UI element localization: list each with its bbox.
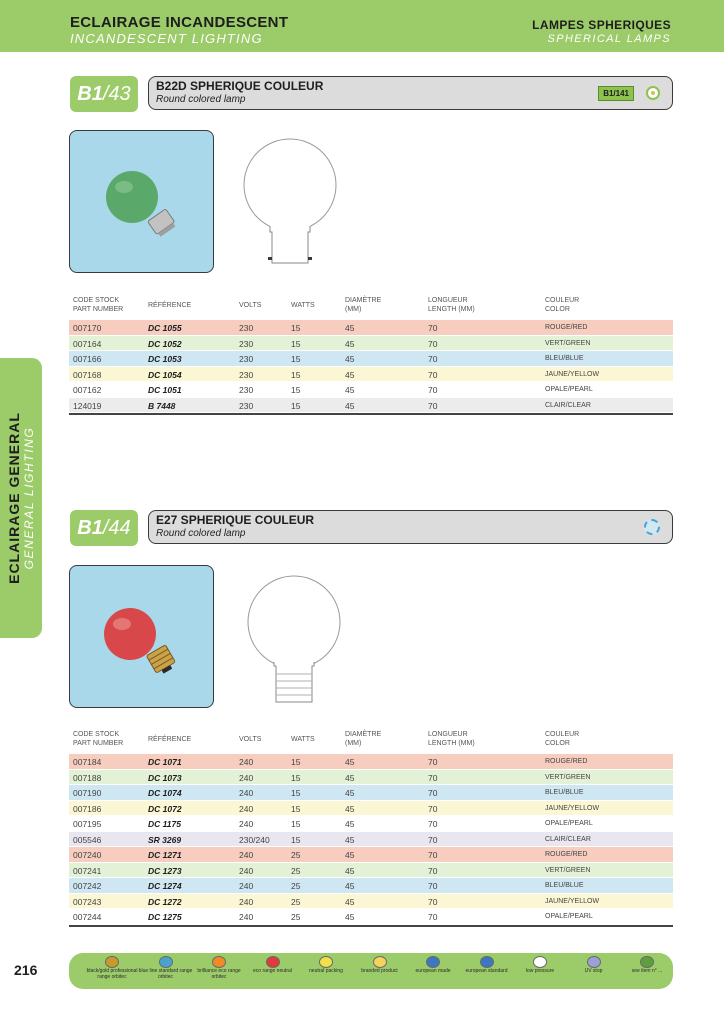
col-color: COULEUR (545, 731, 580, 738)
cell-volts: 240 (239, 881, 254, 891)
bulb-outline-drawing (238, 130, 348, 275)
blue-star-icon (159, 956, 173, 968)
cell-color: OPALE/PEARL (545, 913, 593, 920)
cell-length: 70 (428, 400, 438, 411)
cell-volts: 230 (239, 369, 254, 380)
table-row (69, 894, 673, 910)
see-item-icon (640, 956, 654, 968)
cell-length: 70 (428, 896, 438, 907)
table-row (69, 770, 673, 786)
cell-part-number: 005546 (73, 834, 102, 845)
cell-reference: DC 1072 (148, 803, 182, 814)
col-part-number: PART NUMBER (73, 306, 124, 313)
col-diameter: DIAMÈTRE (345, 731, 382, 738)
section-badge (70, 76, 138, 112)
col-part-number: PART NUMBER (73, 740, 124, 747)
cell-length: 70 (428, 834, 438, 845)
cell-reference: B 7448 (148, 400, 176, 411)
cell-part-number: 007243 (73, 896, 102, 907)
cell-watts: 25 (291, 912, 301, 922)
cell-watts: 15 (291, 757, 301, 767)
header-left-subtitle: INCANDESCENT LIGHTING (70, 31, 263, 46)
spec-table-2 (69, 726, 673, 927)
cell-watts: 15 (291, 400, 301, 411)
col-diameter-unit: (MM) (345, 740, 362, 747)
side-tab-title: ECLAIRAGE GENERAL (6, 412, 22, 584)
cell-diameter: 45 (345, 788, 355, 798)
legend-item (244, 956, 302, 975)
section-subtitle: Round colored lamp (156, 94, 246, 105)
cell-length: 70 (428, 369, 438, 380)
table-row (69, 336, 673, 352)
header-right-title: LAMPES SPHERIQUES (532, 18, 671, 32)
cell-volts: 240 (239, 896, 254, 907)
table-header (69, 292, 673, 320)
orange-sun-icon (212, 956, 226, 968)
red-bulb-icon (70, 566, 214, 708)
col-diameter-unit: (MM) (345, 306, 362, 313)
cell-volts: 230/240 (239, 834, 270, 845)
cell-part-number: 124019 (73, 400, 102, 411)
cell-reference: DC 1273 (148, 865, 182, 876)
cell-color: JAUNE/YELLOW (545, 370, 600, 378)
cell-diameter: 45 (345, 881, 355, 891)
table-row (69, 816, 673, 832)
cell-color: OPALE/PEARL (545, 820, 593, 827)
gold-medal-icon (105, 956, 119, 968)
cell-diameter: 45 (345, 819, 355, 829)
cell-length: 70 (428, 788, 438, 798)
cell-diameter: 45 (345, 323, 355, 333)
cell-color: VERT/GREEN (545, 339, 591, 347)
table-row (69, 878, 673, 894)
header-left-title: ECLAIRAGE INCANDESCENT (70, 14, 289, 31)
legend-label: eco range neutral (253, 968, 292, 974)
legend-label: low pressure (525, 968, 555, 974)
cell-reference: DC 1074 (148, 788, 182, 798)
legend-item (458, 956, 516, 975)
section-badge-prefix: B1 (77, 82, 103, 105)
table-row (69, 832, 673, 848)
cell-length: 70 (428, 819, 438, 829)
cell-volts: 240 (239, 803, 254, 814)
section-subtitle: Round colored lamp (156, 528, 246, 539)
cell-diameter: 45 (345, 757, 355, 767)
col-code: CODE STOCK (73, 297, 120, 304)
cell-volts: 240 (239, 819, 254, 829)
cell-length: 70 (428, 881, 438, 891)
cell-diameter: 45 (345, 850, 355, 860)
cell-volts: 230 (239, 323, 254, 333)
header-right-subtitle: SPHERICAL LAMPS (547, 33, 671, 45)
cell-color: ROUGE/RED (545, 324, 588, 331)
col-volts: VOLTS (239, 302, 262, 309)
section-badge-prefix: B1 (77, 516, 103, 539)
cell-volts: 240 (239, 912, 254, 922)
cell-watts: 15 (291, 819, 301, 829)
col-color: COULEUR (545, 297, 580, 304)
table-row (69, 320, 673, 336)
page-number: 216 (14, 962, 38, 978)
cell-watts: 15 (291, 772, 301, 783)
section-badge-number: /43 (102, 82, 131, 105)
section-title: B22D SPHERIQUE COULEUR (156, 79, 324, 93)
page-header (0, 0, 724, 52)
legend-label: european made (415, 968, 451, 974)
neutral-pack-icon (319, 956, 333, 968)
table-row (69, 909, 673, 925)
cell-diameter: 45 (345, 772, 355, 783)
cell-diameter: 45 (345, 369, 355, 380)
section-tag[interactable]: B1/141 (598, 86, 634, 101)
col-length-en: LENGTH (MM) (428, 306, 475, 313)
product-photo (69, 130, 214, 273)
cell-volts: 240 (239, 788, 254, 798)
cell-diameter: 45 (345, 865, 355, 876)
cell-length: 70 (428, 354, 438, 364)
table-end-rule (69, 413, 673, 415)
led-icon (644, 519, 660, 535)
legend-item (297, 956, 355, 975)
col-length-en: LENGTH (MM) (428, 740, 475, 747)
section-badge-number: /44 (102, 516, 131, 539)
spec-table-1 (69, 292, 673, 415)
table-row (69, 754, 673, 770)
cell-volts: 230 (239, 338, 254, 349)
col-watts: WATTS (291, 302, 315, 309)
cell-color: BLEU/BLUE (545, 789, 584, 796)
cell-volts: 230 (239, 385, 254, 395)
table-body (69, 320, 673, 413)
cell-reference: DC 1052 (148, 338, 182, 349)
european-standard-icon (480, 956, 494, 968)
cell-volts: 240 (239, 865, 254, 876)
cell-diameter: 45 (345, 338, 355, 349)
cell-length: 70 (428, 772, 438, 783)
cell-color: VERT/GREEN (545, 773, 591, 781)
cell-reference: DC 1275 (148, 912, 182, 922)
cell-length: 70 (428, 338, 438, 349)
cell-part-number: 007190 (73, 788, 102, 798)
cell-part-number: 007244 (73, 912, 102, 922)
col-length: LONGUEUR (428, 297, 468, 304)
col-volts: VOLTS (239, 736, 262, 743)
cell-watts: 25 (291, 850, 301, 860)
legend-label: european standard (465, 968, 508, 974)
cell-part-number: 007241 (73, 865, 102, 876)
legend-label: blue line standard range orbitec (138, 968, 193, 980)
cell-volts: 240 (239, 850, 254, 860)
cell-watts: 15 (291, 354, 301, 364)
col-reference: RÉFÉRENCE (148, 302, 192, 309)
bulb-outline-drawing (238, 570, 348, 715)
table-end-rule (69, 925, 673, 927)
section-title-box (148, 510, 673, 544)
cell-diameter: 45 (345, 803, 355, 814)
legend-item (404, 956, 462, 975)
legend-label: black/gold professional range orbitec (86, 968, 138, 980)
cell-volts: 240 (239, 772, 254, 783)
section-title-box (148, 76, 673, 110)
cell-part-number: 007168 (73, 369, 102, 380)
table-row (69, 847, 673, 863)
table-header (69, 726, 673, 754)
european-made-icon (426, 956, 440, 968)
branded-product-icon (373, 956, 387, 968)
legend-item (137, 956, 195, 980)
cell-color: BLEU/BLUE (545, 882, 584, 889)
col-reference: RÉFÉRENCE (148, 736, 192, 743)
legend-item (83, 956, 141, 980)
cell-reference: DC 1054 (148, 369, 182, 380)
cell-diameter: 45 (345, 834, 355, 845)
cell-diameter: 45 (345, 354, 355, 364)
cell-color: BLEU/BLUE (545, 355, 584, 362)
col-color-en: COLOR (545, 740, 570, 747)
cell-reference: DC 1272 (148, 896, 182, 907)
cell-watts: 15 (291, 385, 301, 395)
cell-length: 70 (428, 757, 438, 767)
table-row (69, 367, 673, 383)
cell-part-number: 007242 (73, 881, 102, 891)
cell-reference: DC 1175 (148, 819, 181, 829)
cell-part-number: 007184 (73, 757, 102, 767)
cell-diameter: 45 (345, 912, 355, 922)
cell-watts: 25 (291, 865, 301, 876)
col-diameter: DIAMÈTRE (345, 297, 382, 304)
cell-diameter: 45 (345, 400, 355, 411)
legend-label: branded product (361, 968, 398, 974)
table-body (69, 754, 673, 925)
cell-color: CLAIR/CLEAR (545, 835, 591, 843)
cell-color: JAUNE/YELLOW (545, 897, 600, 905)
legend-item (351, 956, 409, 975)
cell-reference: DC 1051 (148, 385, 182, 395)
legend-item (190, 956, 248, 980)
cell-watts: 25 (291, 881, 301, 891)
footer-legend-bar (69, 953, 673, 989)
ring-icon (646, 86, 660, 100)
side-category-tab[interactable] (0, 358, 42, 638)
legend-item (618, 956, 676, 975)
col-color-en: COLOR (545, 306, 570, 313)
uv-stop-icon (587, 956, 601, 968)
cell-length: 70 (428, 385, 438, 395)
cell-reference: DC 1274 (148, 881, 182, 891)
legend-label: UV stop (584, 968, 603, 974)
cell-color: ROUGE/RED (545, 851, 588, 858)
cell-part-number: 007170 (73, 323, 102, 333)
section-badge (70, 510, 138, 546)
cell-volts: 240 (239, 757, 254, 767)
table-row (69, 398, 673, 414)
cell-watts: 15 (291, 369, 301, 380)
col-length: LONGUEUR (428, 731, 468, 738)
table-row (69, 863, 673, 879)
cell-part-number: 007162 (73, 385, 102, 395)
cell-reference: DC 1071 (148, 757, 182, 767)
table-row (69, 785, 673, 801)
side-tab-subtitle: GENERAL LIGHTING (22, 426, 36, 570)
cell-color: VERT/GREEN (545, 866, 591, 874)
product-photo (69, 565, 214, 708)
cell-watts: 15 (291, 803, 301, 814)
cell-length: 70 (428, 865, 438, 876)
cell-watts: 25 (291, 896, 301, 907)
cell-length: 70 (428, 912, 438, 922)
table-row (69, 382, 673, 398)
col-watts: WATTS (291, 736, 315, 743)
cell-part-number: 007195 (73, 819, 102, 829)
cell-part-number: 007240 (73, 850, 102, 860)
cell-reference: DC 1053 (148, 354, 182, 364)
cell-watts: 15 (291, 338, 301, 349)
cell-part-number: 007188 (73, 772, 102, 783)
cell-diameter: 45 (345, 896, 355, 907)
cell-color: OPALE/PEARL (545, 386, 593, 393)
cell-length: 70 (428, 323, 438, 333)
cell-color: JAUNE/YELLOW (545, 804, 600, 812)
eco-badge-icon (266, 956, 280, 968)
legend-item (565, 956, 623, 975)
cell-diameter: 45 (345, 385, 355, 395)
cell-reference: DC 1055 (148, 323, 182, 333)
legend-item (511, 956, 569, 975)
cell-color: CLAIR/CLEAR (545, 401, 591, 409)
table-row (69, 801, 673, 817)
legend-label: neutral packing (309, 968, 343, 974)
cell-watts: 15 (291, 834, 301, 845)
cell-part-number: 007186 (73, 803, 102, 814)
cell-part-number: 007166 (73, 354, 102, 364)
table-row (69, 351, 673, 367)
cell-watts: 15 (291, 788, 301, 798)
section-title: E27 SPHERIQUE COULEUR (156, 513, 315, 527)
col-code: CODE STOCK (73, 731, 120, 738)
low-pressure-icon (533, 956, 547, 968)
legend-label: see item n° ... (631, 968, 663, 974)
cell-reference: DC 1271 (148, 850, 182, 860)
cell-reference: SR 3269 (148, 834, 182, 845)
cell-volts: 230 (239, 354, 254, 364)
cell-color: ROUGE/RED (545, 758, 588, 765)
cell-volts: 230 (239, 400, 254, 411)
cell-length: 70 (428, 803, 438, 814)
cell-reference: DC 1073 (148, 772, 182, 783)
legend-label: brilliance eco range orbitec (197, 968, 241, 980)
cell-watts: 15 (291, 323, 301, 333)
cell-length: 70 (428, 850, 438, 860)
green-bulb-icon (70, 131, 214, 273)
cell-part-number: 007164 (73, 338, 102, 349)
